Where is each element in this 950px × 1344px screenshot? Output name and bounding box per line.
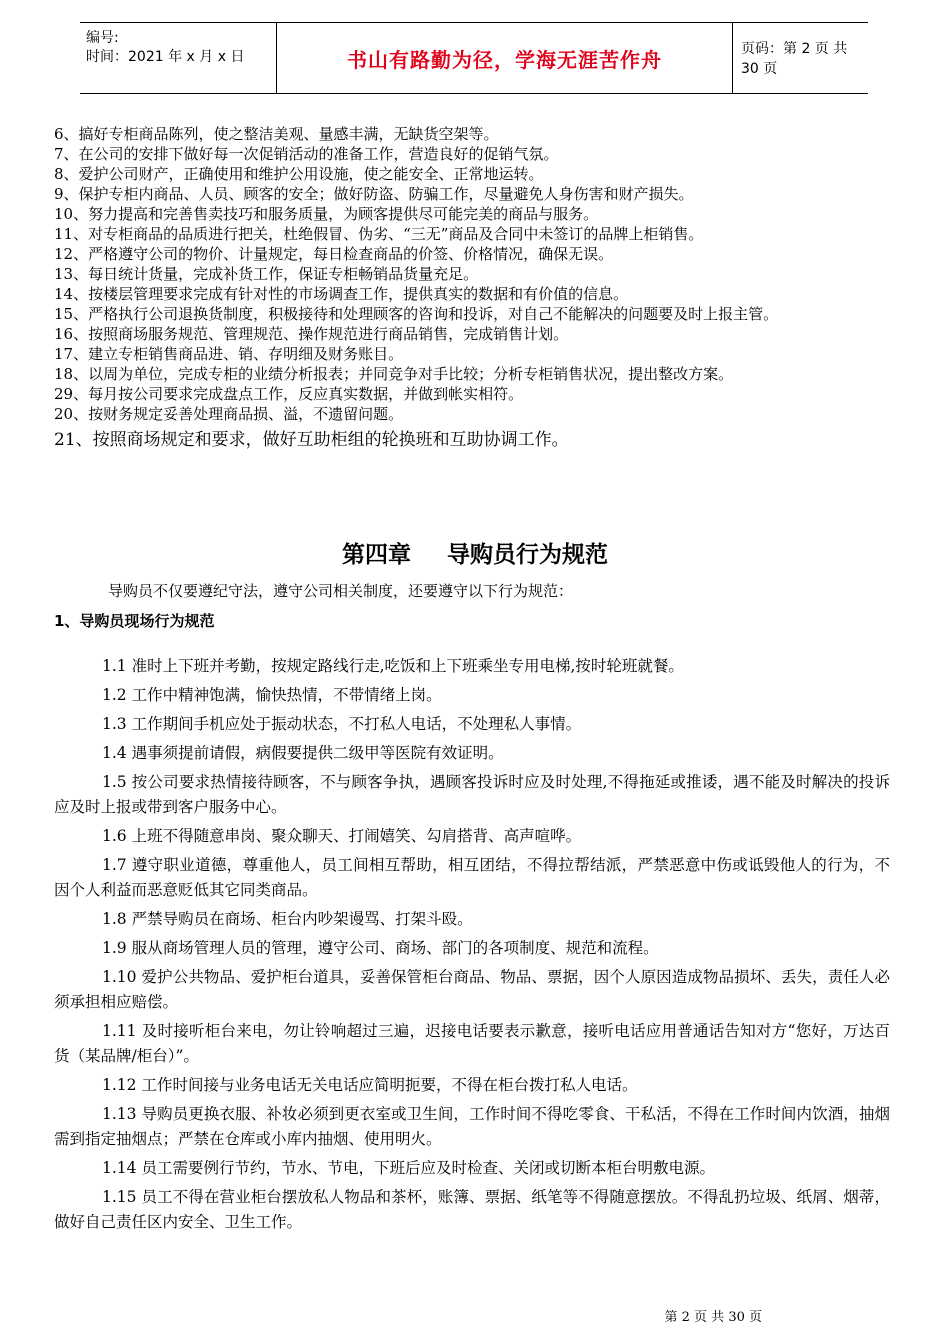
- list-item: 29、 每月按公司要求完成盘点工作，反应真实数据，并做到帐实相符。: [54, 385, 524, 403]
- list-item: 7、 在公司的安排下做好每一次促销活动的准备工作，营造良好的促销气氛。: [54, 145, 559, 163]
- header-meta: [80, 23, 277, 93]
- rule-item: 1.8 严禁导购员在商场、柜台内吵架谩骂、打架斗殴。: [102, 910, 473, 928]
- rule-item: 1.11 及时接听柜台来电，勿让铃响超过三遍，迟接电话要表示歉意，接听电话应用普通话告知对方“您好，万达百货（某品牌/柜台）”。: [54, 1022, 890, 1065]
- list-item: 9、 保护专柜内商品、人员、顾客的安全；做好防盗、防骗工作，尽量避免人身伤害和财产损失。: [54, 185, 694, 203]
- rule-item: 1.1 准时上下班并考勤，按规定路线行走,吃饭和上下班乘坐专用电梯,按时轮班就餐。: [102, 657, 684, 675]
- chapter-title: 导购员行为规范: [447, 542, 608, 568]
- section-title: 1、导购员现场行为规范: [54, 612, 215, 630]
- list-item: 13、 每日统计货量，完成补货工作，保证专柜畅销品货量充足。: [54, 265, 479, 283]
- rule-item: 1.4 遇事须提前请假，病假要提供二级甲等医院有效证明。: [102, 744, 504, 762]
- list-item: 14、 按楼层管理要求完成有针对性的市场调查工作，提供真实的数据和有价值的信息。: [54, 285, 629, 303]
- list-item: 15、 严格执行公司退换货制度，积极接待和处理顾客的咨询和投诉，对自己不能解决的问题要及时上报主管。: [54, 305, 779, 323]
- rule-item: 1.15 员工不得在营业柜台摆放私人物品和茶杯，账簿、票据、纸笔等不得随意摆放。不得乱扔垃圾、纸屑、烟蒂，做好自己责任区内安全、卫生工作。: [54, 1188, 890, 1231]
- header-motto: 书山有路勤为径，学海无涯苦作舟: [277, 23, 733, 93]
- list-item: 11、 对专柜商品的品质进行把关，杜绝假冒、伪劣、“三无”商品及合同中未签订的品牌上柜销售。: [54, 225, 704, 243]
- rules-list: [54, 654, 890, 1239]
- list-item: 10、 努力提高和完善售卖技巧和服务质量，为顾客提供尽可能完美的商品与服务。: [54, 205, 599, 223]
- number-label: 编号:: [86, 30, 119, 46]
- rule-item: 1.9 服从商场管理人员的管理，遵守公司、商场、部门的各项制度、规范和流程。: [102, 939, 659, 957]
- chapter-intro: 导购员不仅要遵纪守法，遵守公司相关制度，还要遵守以下行为规范：: [108, 582, 574, 600]
- rule-item: 1.5 按公司要求热情接待顾客，不与顾客争执，遇顾客投诉时应及时处理,不得拖延或推诿，遇不能及时解决的投诉应及时上报或带到客户服务中心。: [54, 773, 890, 816]
- duties-list: [54, 124, 904, 452]
- chapter-heading: [0, 536, 950, 569]
- page-footer: 第 2 页 共 30 页: [664, 1310, 762, 1325]
- rule-item: 1.10 爱护公共物品、爱护柜台道具，妥善保管柜台商品、物品、票据，因个人原因造成物品损坏、丢失，责任人必须承担相应赔偿。: [54, 968, 890, 1011]
- list-item: 16、 按照商场服务规范、管理规范、操作规范进行商品销售，完成销售计划。: [54, 325, 569, 343]
- list-item: 12、 严格遵守公司的物价、计量规定，每日检查商品的价签、价格情况，确保无误。: [54, 245, 614, 263]
- time-label: 时间：2021 年 x 月 x 日: [86, 49, 245, 65]
- rule-item: 1.13 导购员更换衣服、补妆必须到更衣室或卫生间，工作时间不得吃零食、干私活，不得在工作时间内饮酒，抽烟需到指定抽烟点；严禁在仓库或小库内抽烟、使用明火。: [54, 1105, 890, 1148]
- list-item: 17、 建立专柜销售商品进、销、存明细及财务账目。: [54, 345, 404, 363]
- list-item: 20、 按财务规定妥善处理商品损、溢，不遗留问题。: [54, 405, 404, 423]
- chapter-number: 第四章: [341, 542, 411, 568]
- rule-item: 1.7 遵守职业道德，尊重他人，员工间相互帮助，相互团结，不得拉帮结派，严禁恶意中伤或诋毁他人的行为，不因个人利益而恶意贬低其它同类商品。: [54, 856, 890, 899]
- rule-item: 1.2 工作中精神饱满，愉快热情，不带情绪上岗。: [102, 686, 442, 704]
- header-page-label: 页码：第 2 页 共 30 页: [741, 41, 848, 77]
- list-item: 21、 按照商场规定和要求，做好互助柜组的轮换班和互助协调工作。: [54, 430, 569, 450]
- rule-item: 1.3 工作期间手机应处于振动状态，不打私人电话，不处理私人事情。: [102, 715, 582, 733]
- rule-item: 1.6 上班不得随意串岗、聚众聊天、打闹嬉笑、勾肩搭背、高声喧哗。: [102, 827, 582, 845]
- list-item: 6、 搞好专柜商品陈列，使之整洁美观、量感丰满，无缺货空架等。: [54, 125, 499, 143]
- page-header: [80, 22, 868, 94]
- rule-item: 1.12 工作时间接与业务电话无关电话应简明扼要，不得在柜台拨打私人电话。: [102, 1076, 638, 1094]
- rule-item: 1.14 员工需要例行节约，节水、节电，下班后应及时检查、关闭或切断本柜台明敷电源。: [102, 1159, 715, 1177]
- list-item: 8、 爱护公司财产，正确使用和维护公用设施，使之能安全、正常地运转。: [54, 165, 544, 183]
- list-item: 18、 以周为单位，完成专柜的业绩分析报表；并同竞争对手比较；分析专柜销售状况，提出整改方案。: [54, 365, 734, 383]
